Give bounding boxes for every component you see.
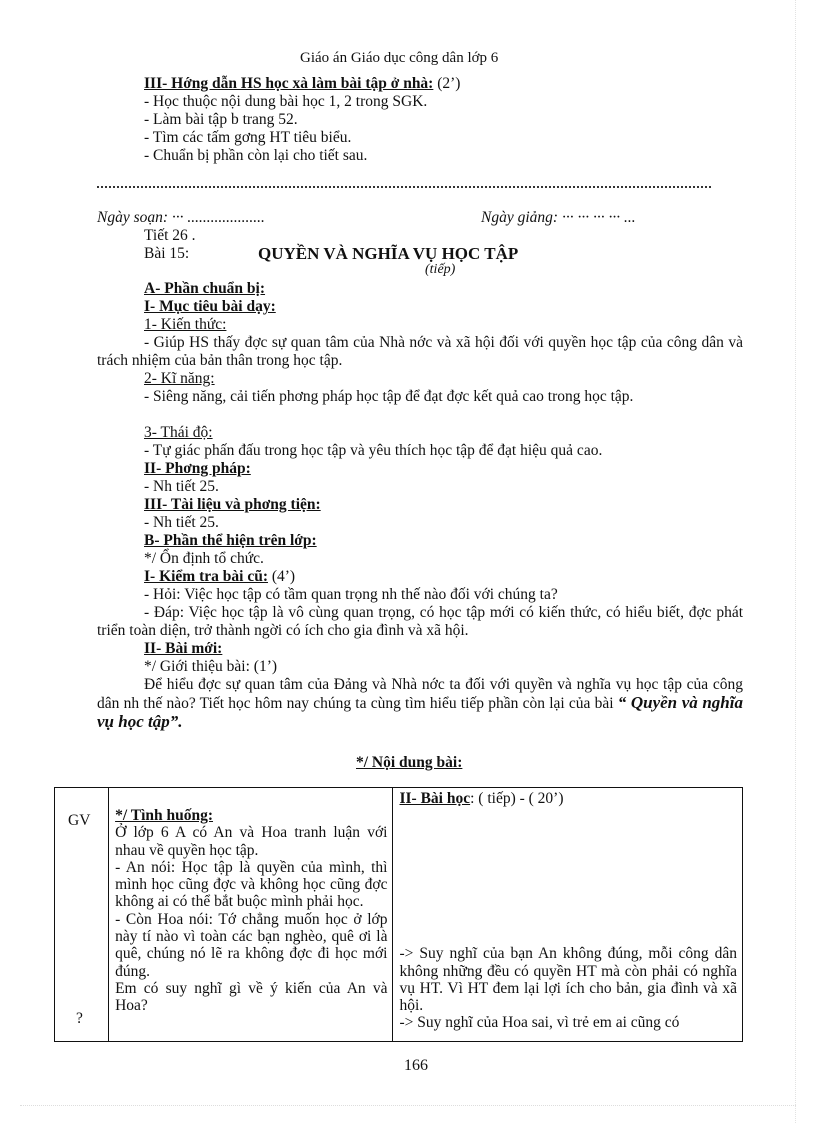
tiet-number: Tiết 26 . <box>144 227 196 244</box>
bai-hoc-heading <box>399 790 737 807</box>
homework-heading <box>144 75 460 93</box>
bai-hoc-label: II- Bài học <box>399 790 471 807</box>
kien-thuc-heading: 1- Kiến thức: <box>144 316 227 333</box>
thai-do-heading: 3- Thái độ: <box>144 424 213 441</box>
ngay-soan-dots: ··· .................... <box>171 209 265 226</box>
ngay-giang <box>481 209 636 227</box>
role-label-gv: GV <box>68 812 91 829</box>
page-edge <box>795 0 796 1123</box>
hoi-text: - Hỏi: Việc học tập có tầm quan trọng nh thế nào đối với chúng ta? <box>144 586 558 603</box>
phuong-phap-text: - Nh tiết 25. <box>144 478 219 495</box>
thai-do-text: - Tự giác phấn đấu trong học tập và yêu thích học tập để đạt hiệu quả cao. <box>144 442 603 459</box>
homework-item: - Chuẩn bị phần còn lại cho tiết sau. <box>144 147 368 164</box>
bai-number: Bài 15: <box>144 245 190 262</box>
table-cell-activity <box>109 788 393 1042</box>
answer-text: -> Suy nghĩ của bạn An không đúng, mỗi công dân không những đều có quyền HT mà còn phải có nghĩa vụ HT. Vì HT đem lại lợi ích cho bản, gia đình và xã hội. <box>399 945 737 1015</box>
kien-thuc-text: - Giúp HS thấy đợc sự quan tâm của Nhà nớc và xã hội đối với quyền học tập của công dân và trách nhiệm của bản thân trong học tập. <box>97 334 743 369</box>
lesson-title: QUYỀN VÀ NGHĨA VỤ HỌC TẬP <box>258 244 519 263</box>
lesson-table <box>54 787 743 1042</box>
bai-moi-heading: II- Bài mới: <box>144 640 223 657</box>
ki-nang-text: - Siêng năng, cải tiến phơng pháp học tập để đạt đợc kết quả cao trong học tập. <box>144 388 634 405</box>
on-dinh-text: */ Ổn định tổ chức. <box>144 550 264 567</box>
situation-heading: */ Tình huống: <box>115 807 214 824</box>
noi-dung-heading: */ Nội dung bài: <box>356 754 463 771</box>
bai-hoc-time: : ( tiếp) - ( 20’) <box>470 790 564 807</box>
muc-tieu-heading: I- Mục tiêu bài dạy: <box>144 298 276 315</box>
ki-nang-heading: 2- Kĩ năng: <box>144 370 215 387</box>
kiem-tra-time: (4’) <box>267 568 296 585</box>
lesson-subtitle: (tiếp) <box>425 262 456 277</box>
page-header: Giáo án Giáo dục công dân lớp 6 <box>300 50 499 66</box>
intro-quote: “ Quyền và nghĩa vụ học tập”. <box>97 693 743 731</box>
page-number: 166 <box>404 1057 428 1074</box>
question-text: Em có suy nghĩ gì về ý kiến của An và Hoa? <box>115 979 388 1015</box>
homework-item: - Tìm các tấm gơng HT tiêu biểu. <box>144 129 352 146</box>
intro-text: Để hiểu đợc sự quan tâm của Đảng và Nhà nớc ta đối với quyền và nghĩa vụ học tập của công dân nh thế nào? Tiết học hôm nay chúng ta cùng tìm hiểu tiếp phần còn lại của bài <box>97 676 743 712</box>
homework-item: - Làm bài tập b trang 52. <box>144 111 298 128</box>
table-cell-content <box>393 788 743 1042</box>
gioi-thieu-text: */ Giới thiệu bài: (1’) <box>144 658 278 675</box>
role-label-question: ? <box>76 1010 83 1027</box>
ngay-soan-label: Ngày soạn: <box>97 209 169 226</box>
homework-heading-text: III- Hớng dẫn HS học xà làm bài tập ở nhà: <box>144 75 434 92</box>
an-text: - An nói: Học tập là quyền của mình, thì mình học cũng đợc và không học cũng đợc không ai có thể bắt buộc mình phải học. <box>115 858 388 911</box>
situation-text: Ở lớp 6 A có An và Hoa tranh luận với nhau về quyền học tập. <box>115 824 388 859</box>
phuong-phap-heading: II- Phơng pháp: <box>144 460 251 477</box>
dap-text: - Đáp: Việc học tập là vô cùng quan trọng, có học tập mới có kiến thức, có hiểu biết, đợc phát triển toàn diện, trở thành ngời có ích cho gia đình và xã hội. <box>97 604 743 639</box>
intro-paragraph <box>97 676 743 732</box>
kiem-tra-heading <box>144 568 295 586</box>
part-b-heading: B- Phần thể hiện trên lớp: <box>144 532 317 549</box>
ngay-giang-dots: ··· ··· ··· ··· ... <box>561 209 636 226</box>
homework-item: - Học thuộc nội dung bài học 1, 2 trong SGK. <box>144 93 428 110</box>
part-a-heading: A- Phần chuẩn bị: <box>144 280 266 297</box>
homework-time: (2’) <box>433 75 461 92</box>
table-row <box>55 788 743 1042</box>
tai-lieu-text: - Nh tiết 25. <box>144 514 219 531</box>
separator-dotted-line <box>97 186 711 188</box>
kiem-tra-heading-text: I- Kiểm tra bài cũ: <box>144 568 268 585</box>
ngay-giang-label: Ngày giảng: <box>481 209 559 226</box>
answer-text: -> Suy nghĩ của Hoa sai, vì trẻ em ai cũng có <box>399 1014 680 1032</box>
ngay-soan <box>97 209 265 227</box>
hoa-text: - Còn Hoa nói: Tớ chẳng muốn học ở lớp này tí nào vì toàn các bạn nghèo, quê ơi là quê, chúng nó lẽ ra không đợc đi học mới đúng. <box>115 910 388 980</box>
tai-lieu-heading: III- Tài liệu và phơng tiện: <box>144 496 321 513</box>
page-bottom-edge <box>20 1105 796 1106</box>
